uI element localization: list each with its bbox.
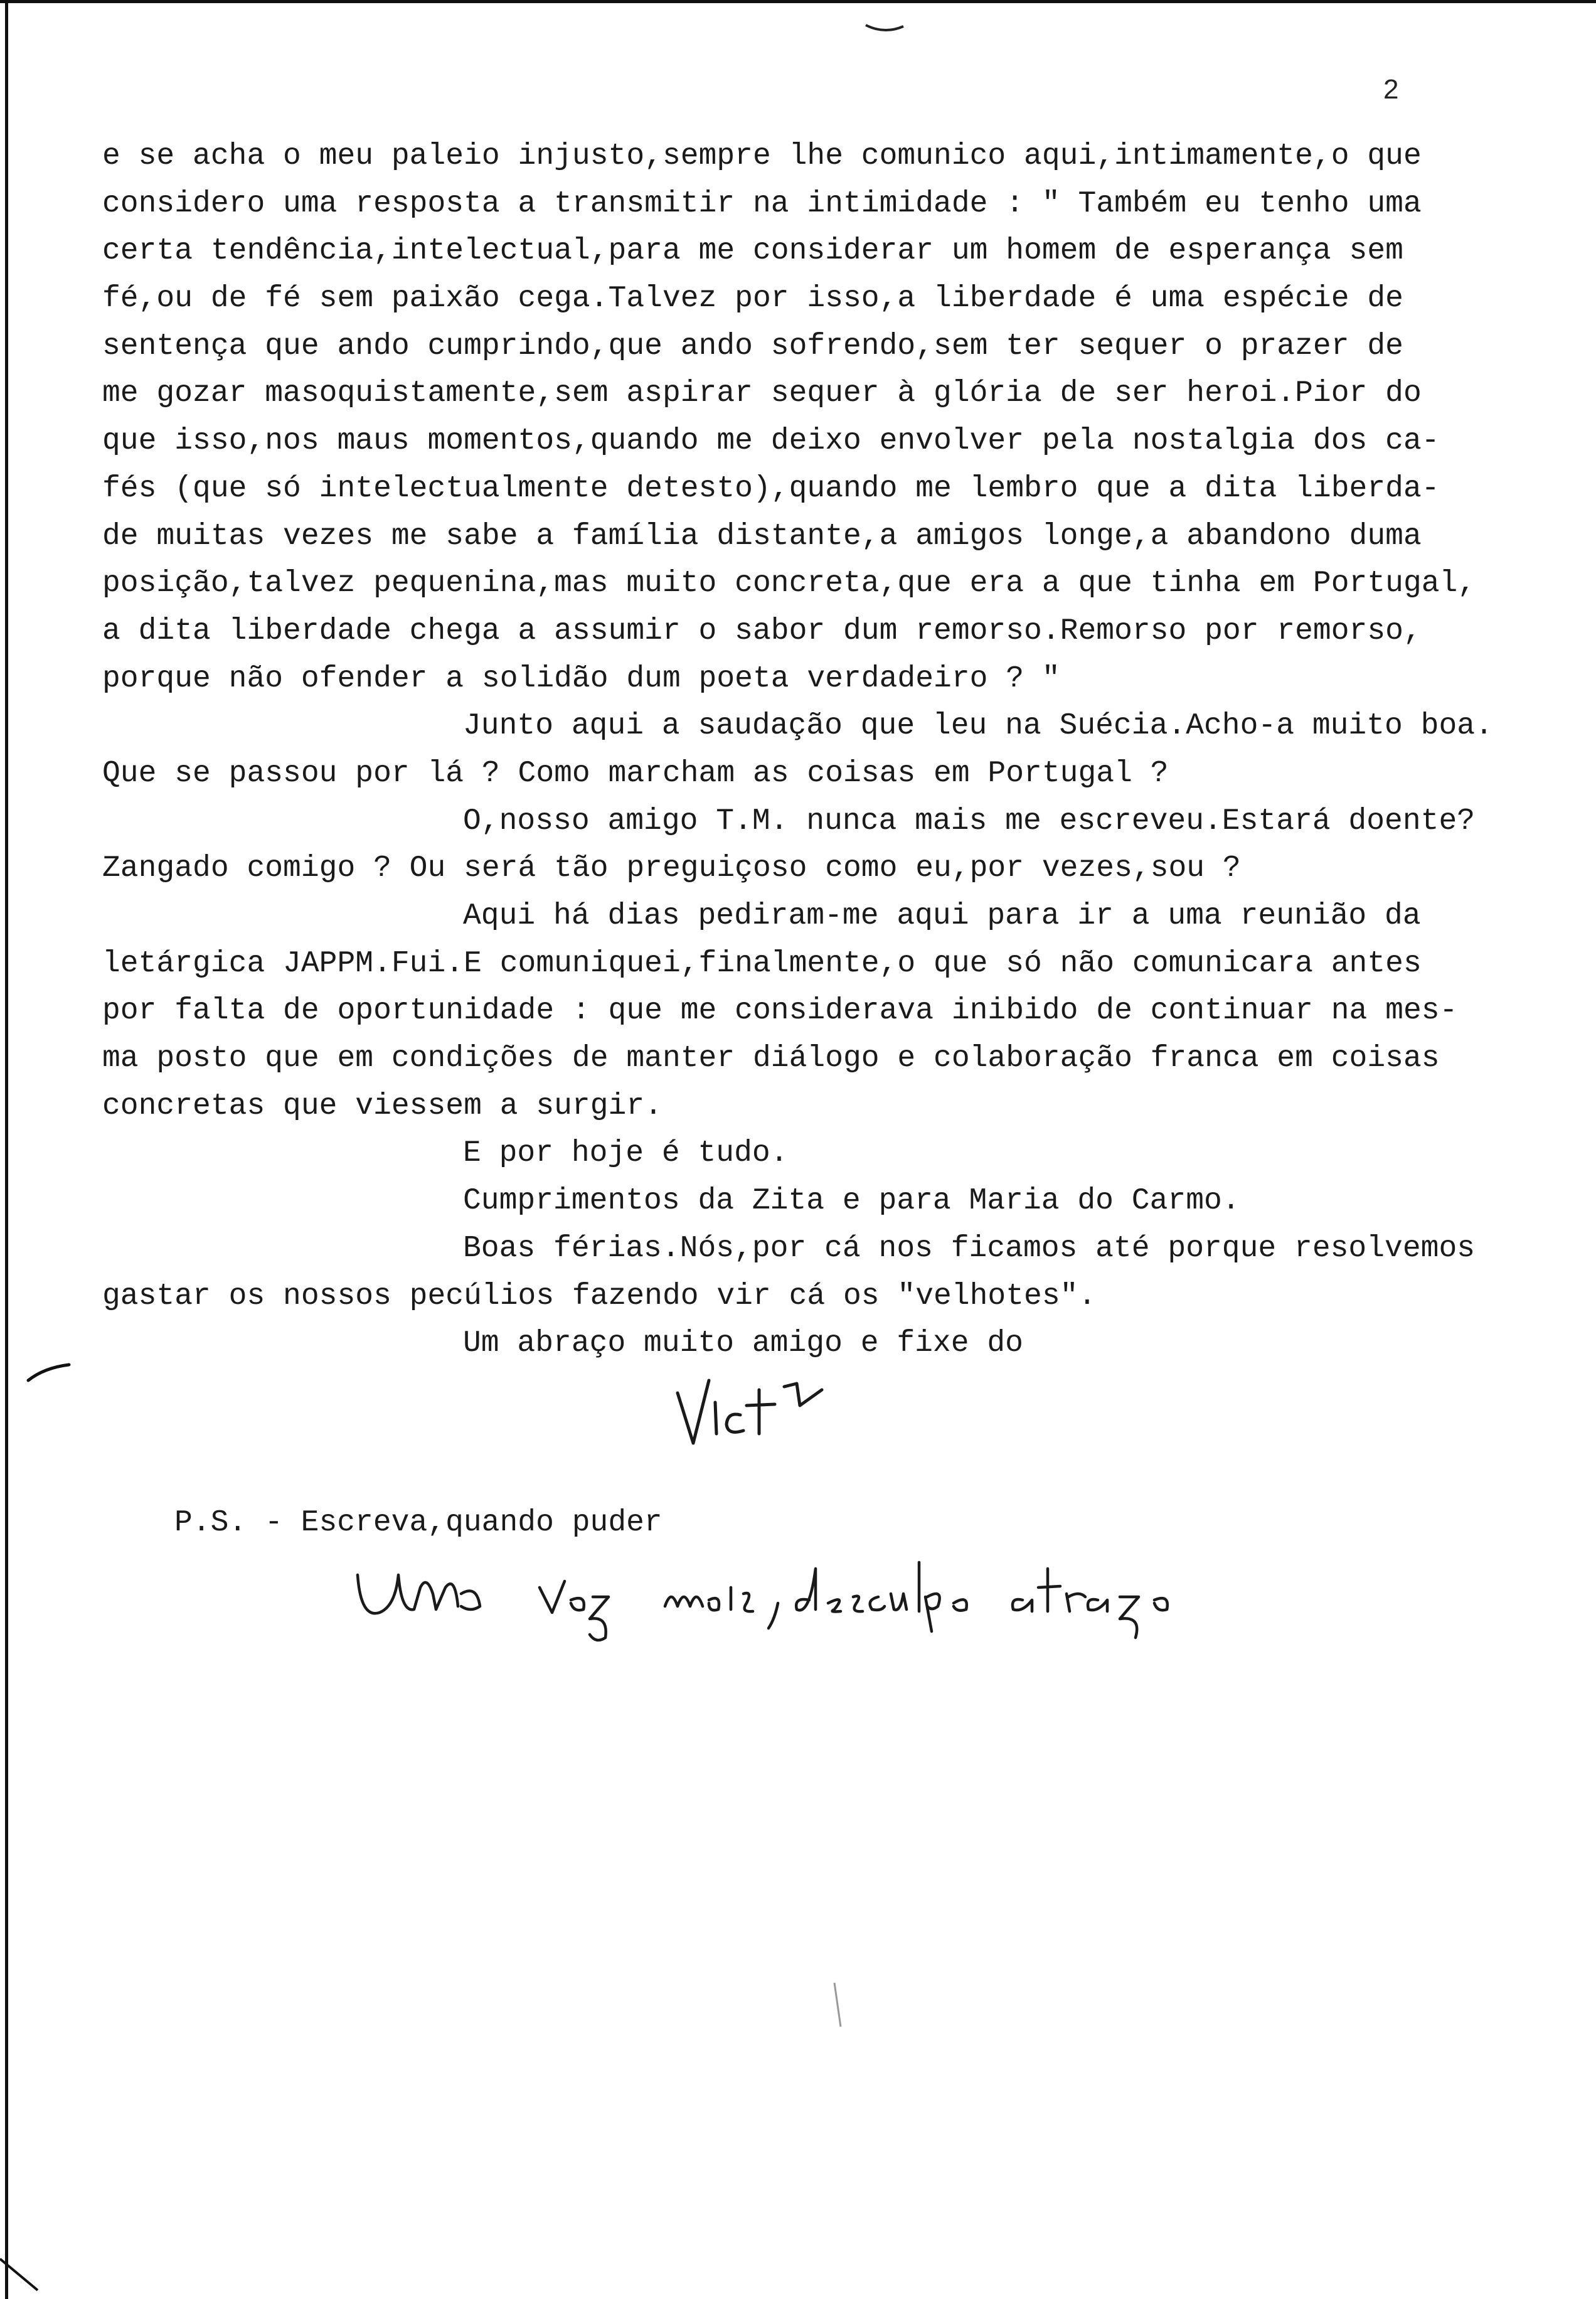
page-number: 2 bbox=[1383, 74, 1399, 105]
text-line: me gozar masoquistamente,sem aspirar sequer à glória de ser heroi.Pior do bbox=[102, 376, 1422, 411]
handwritten-note bbox=[351, 1550, 1305, 1644]
text-line: gastar os nossos pecúlios fazendo vir cá os "velhotes". bbox=[102, 1279, 1097, 1313]
text-line: O,nosso amigo T.M. nunca mais me escreveu.Estará doente? bbox=[463, 804, 1476, 838]
text-line: Junto aqui a saudação que leu na Suécia.Acho-a muito boa. bbox=[463, 709, 1493, 744]
text-line: Zangado comigo ? Ou será tão preguiçoso como eu,por vezes,sou ? bbox=[102, 851, 1241, 886]
text-line: ma posto que em condições de manter diálogo e colaboração franca em coisas bbox=[102, 1042, 1440, 1076]
postscript: P.S. - Escreva,quando puder bbox=[174, 1506, 662, 1540]
text-line: certa tendência,intelectual,para me considerar um homem de esperança sem bbox=[102, 234, 1403, 269]
text-line: posição,talvez pequenina,mas muito concreta,que era a que tinha em Portugal, bbox=[102, 567, 1476, 601]
text-line: por falta de oportunidade : que me considerava inibido de continuar na mes- bbox=[102, 994, 1458, 1028]
text-line: E por hoje é tudo. bbox=[463, 1136, 789, 1171]
text-line: letárgica JAPPM.Fui.E comuniquei,finalmente,o que só não comunicara antes bbox=[102, 946, 1422, 981]
text-line: concretas que viessem a surgir. bbox=[102, 1089, 662, 1123]
text-line: Aqui há dias pediram-me aqui para ir a uma reunião da bbox=[463, 899, 1421, 933]
text-line: que isso,nos maus momentos,quando me deixo envolver pela nostalgia dos ca- bbox=[102, 424, 1440, 459]
text-line: a dita liberdade chega a assumir o sabor dum remorso.Remorso por remorso, bbox=[102, 614, 1422, 648]
handwritten-signature bbox=[665, 1368, 853, 1456]
text-line: Que se passou por lá ? Como marcham as coisas em Portugal ? bbox=[102, 756, 1169, 791]
page-edge-top bbox=[0, 0, 1596, 3]
text-line: Boas férias.Nós,por cá nos ficamos até porque resolvemos bbox=[463, 1231, 1476, 1266]
page-edge-left bbox=[5, 0, 8, 2299]
text-line: sentença que ando cumprindo,que ando sofrendo,sem ter sequer o prazer de bbox=[102, 329, 1403, 363]
text-line: de muitas vezes me sabe a família distante,a amigos longe,a abandono duma bbox=[102, 519, 1422, 553]
text-line: fé,ou de fé sem paixão cega.Talvez por isso,a liberdade é uma espécie de bbox=[102, 282, 1403, 316]
text-line: Um abraço muito amigo e fixe do bbox=[463, 1326, 1023, 1361]
text-line: fés (que só intelectualmente detesto),quando me lembro que a dita liberda- bbox=[102, 471, 1440, 506]
text-line: porque não ofender a solidão dum poeta verdadeiro ? " bbox=[102, 661, 1060, 696]
text-line: e se acha o meu paleio injusto,sempre lhe comunico aqui,intimamente,o que bbox=[102, 139, 1422, 173]
text-line: considero uma resposta a transmitir na intimidade : " Também eu tenho uma bbox=[102, 186, 1422, 221]
letter-body bbox=[102, 133, 1558, 1368]
text-line: Cumprimentos da Zita e para Maria do Carmo. bbox=[463, 1184, 1240, 1219]
